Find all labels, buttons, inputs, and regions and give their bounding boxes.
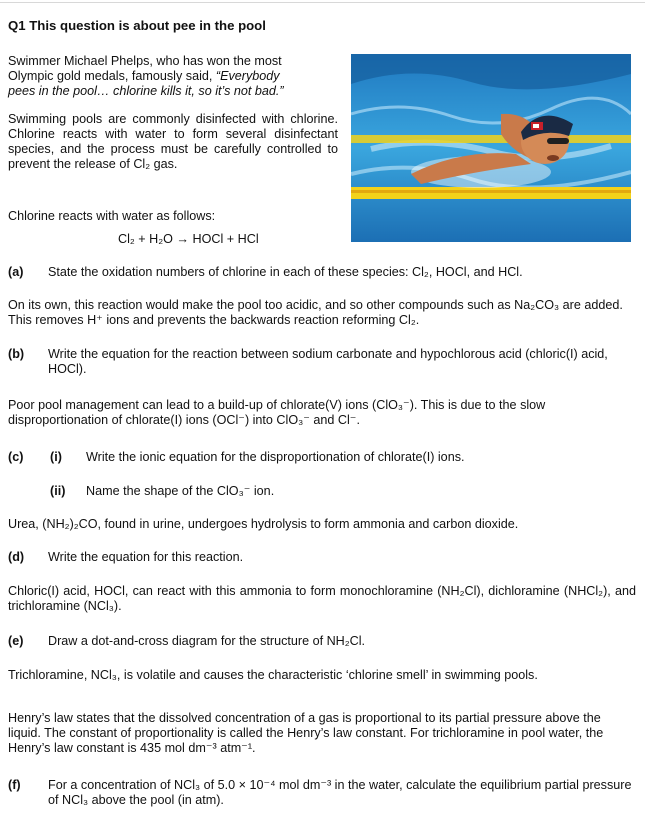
- part-e-question: Draw a dot-and-cross diagram for the structure of NH₂Cl.: [48, 634, 366, 648]
- part-d-question: Write the equation for this reaction.: [48, 550, 244, 564]
- part-c-ii-question: Name the shape of the ClO₃⁻ ion.: [86, 484, 275, 498]
- part-c-i-label: (i): [50, 450, 62, 464]
- trichloramine-paragraph: Trichloramine, NCl₃, is volatile and causes the characteristic ‘chlorine smell’ in swimming pools.: [8, 668, 538, 682]
- part-b-question: Write the equation for the reaction between sodium carbonate and hypochlorous acid (chloric(I) acid, HOCl).: [48, 347, 608, 376]
- phelps-quote-end: pees in the pool… chlorine kills it, so it’s not bad.”: [8, 84, 284, 98]
- chloric-paragraph: Chloric(I) acid, HOCl, can react with this ammonia to form monochloramine (NH₂Cl), dichloramine (NHCl₂), and trichloramine (NCl₃).: [8, 584, 636, 613]
- poor-management-paragraph: Poor pool management can lead to a build-up of chlorate(V) ions (ClO₃⁻). This is due to the slow disproportionation of chlorate(I) ions (OCl⁻) into ClO₃⁻ and Cl⁻.: [8, 398, 546, 427]
- part-c-ii-label: (ii): [50, 484, 66, 498]
- intro-paragraph: [8, 54, 338, 99]
- part-a-label: (a): [8, 265, 24, 279]
- phelps-quote-start: “Everybody: [215, 69, 280, 83]
- part-b-label: (b): [8, 347, 25, 361]
- henrys-law-paragraph: Henry’s law states that the dissolved concentration of a gas is proportional to its partial pressure above the liquid. The constant of proportionality is called the Henry’s law constant. For trichloramine in pool water, the Henry’s law constant is 435 mol dm⁻³ atm⁻¹.: [8, 711, 604, 755]
- part-e-label: (e): [8, 634, 24, 648]
- question-title: Q1 This question is about pee in the pool: [8, 18, 266, 33]
- pools-paragraph: Swimming pools are commonly disinfected with chlorine. Chlorine reacts with water to form several disinfectant species, and the process must be carefully controlled to prevent the release of Cl₂ gas.: [8, 112, 338, 171]
- part-d-label: (d): [8, 550, 25, 564]
- top-rule: [0, 2, 645, 3]
- reacts-line: Chlorine reacts with water as follows:: [8, 209, 216, 223]
- intro-line-2: Olympic gold medals, famously said,: [8, 69, 216, 83]
- part-c-i-question: Write the ionic equation for the disproportionation of chlorate(I) ions.: [86, 450, 465, 464]
- part-f-label: (f): [8, 778, 21, 792]
- intro-line-1: Swimmer Michael Phelps, who has won the most: [8, 54, 282, 68]
- part-c-label: (c): [8, 450, 24, 464]
- acidic-paragraph: On its own, this reaction would make the pool too acidic, and so other compounds such as Na₂CO₃ are added. This removes H⁺ ions and prevents the backwards reaction reforming Cl₂.: [8, 298, 623, 327]
- chlorine-water-equation: Cl₂ + H₂O → HOCl + HCl: [118, 232, 259, 246]
- part-a-question: State the oxidation numbers of chlorine in each of these species: Cl₂, HOCl, and HCl.: [48, 265, 523, 279]
- part-f-question: For a concentration of NCl₃ of 5.0 × 10⁻⁴ mol dm⁻³ in the water, calculate the equilibrium partial pressure of NCl₃ above the pool (in atm).: [48, 778, 632, 807]
- urea-paragraph: Urea, (NH₂)₂CO, found in urine, undergoes hydrolysis to form ammonia and carbon dioxide.: [8, 517, 519, 531]
